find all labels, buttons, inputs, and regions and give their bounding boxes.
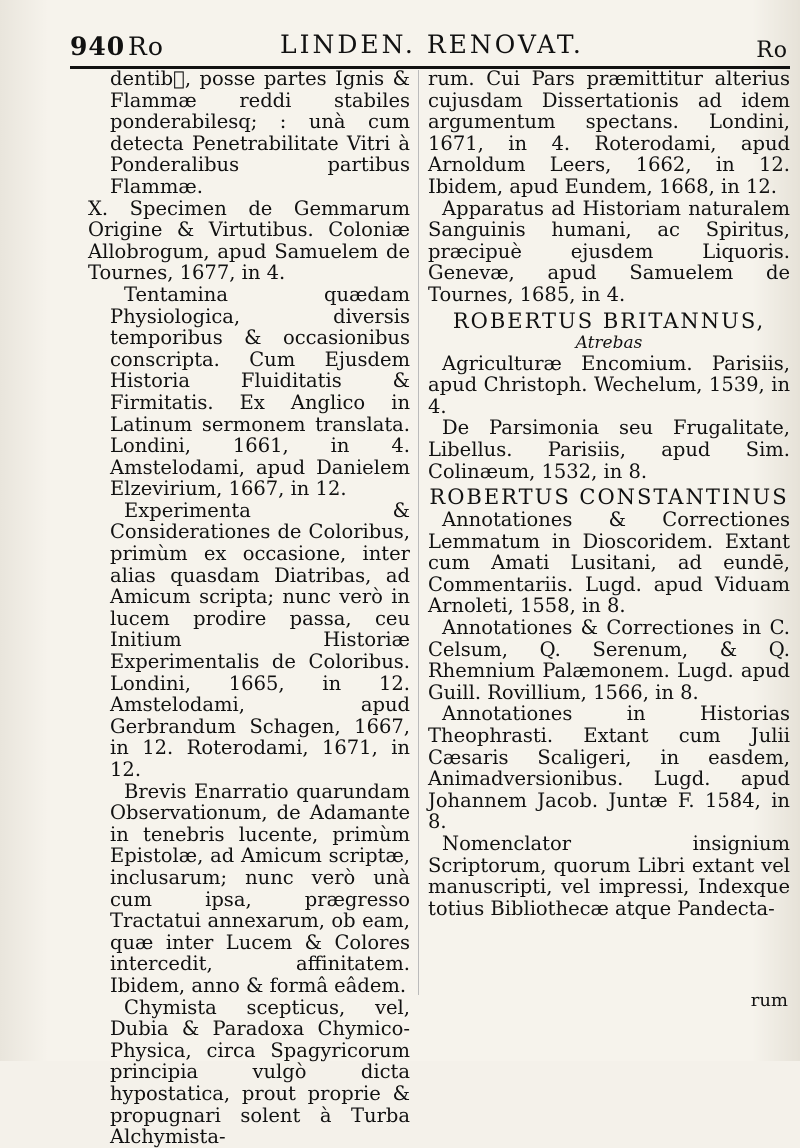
right-bibliography-entry: Apparatus ad Historiam naturalem Sanguinis humani, ac Spiritus, præcipuè ejusdem Liquoris. Genevæ, apud Samuelem de Tournes, 1685, in 4. [428,196,790,306]
right-bibliography-entry: Annotationes & Correctiones Lemmatum in Dioscoridem. Extant cum Amati Lusitani, ad eundē, Commentariis. Lugd. apud Viduam Arnoleti, 1558, in 8. [428,508,790,618]
right-author-origin: Atrebas [575,332,643,353]
right-column [428,68,790,919]
page-number: 940 [70,32,126,61]
column-divider [418,70,419,995]
left-continued-entry: dentib᷒, posse partes Ignis & Flammæ reddi stabiles ponderabilesq; : unà cum detecta Penetrabilitate Vitri à Ponderalibus partibus Flammæ. [110,67,410,198]
right-bibliography-entry: Nomenclator insignium Scriptorum, quorum Libri extant vel manuscripti, vel impressi, Indexque totius Bibliothecæ atque Pandecta- [428,832,790,920]
right-bibliography-entry: De Parsimonia seu Frugalitate, Libellus. Parisiis, apud Sim. Colinæum, 1532, in 8. [428,416,790,483]
left-column [88,67,410,1148]
left-headword: Ro [128,32,164,61]
left-bibliography-entry: Experimenta & Considerationes de Coloribus, primùm ex occasione, inter alias quasdam Diatribas, ad Amicum scripta; nunc verò in lucem prodire passa, ceu Initium Historiæ Experimentalis de Coloribus. Londini, 1665, in 12. Amstelodami, apud Gerbrandum Schagen, 1667, in 12. Roterodami, 1671, in 12. [110,498,410,781]
right-headword: Ro [756,38,788,63]
right-continued-entry: rum. Cui Pars præmittitur alterius cujusdam Dissertationis ad idem argumentum spectans. Londini, 1671, in 4. Roterodami, apud Arnoldum Leers, 1662, in 12. Ibidem, apud Eundem, 1668, in 12. [428,67,790,198]
left-bibliography-entry: Brevis Enarratio quarundam Observationum, de Adamante in tenebris lucente, primùm Epistolæ, ad Amicum scriptæ, inclusarum; nunc verò unà cum ipsa, prægresso Tractatui annexarum, ob eam, quæ inter Lucem & Colores intercedit, affinitatem. Ibidem, anno & formâ eâdem. [110,779,410,997]
running-title: LINDEN. RENOVAT. [280,30,584,59]
right-bibliography-entry: Annotationes in Historias Theophrasti. Extant cum Julii Cæsaris Scaligeri, in easdem, Animadversionibus. Lugd. apud Johannem Jacob. Juntæ F. 1584, in 8. [428,702,790,834]
right-author-heading: ROBERTUS CONSTANTINUS [429,485,789,510]
left-bibliography-entry: Tentamina quædam Physiologica, diversis temporibus & occasionibus conscripta. Cum Ejusdem Historia Fluiditatis & Firmitatis. Ex Anglico in Latinum sermonem translata. Londini, 1661, in 4. Amstelodami, apud Danielem Elzevirium, 1667, in 12. [110,282,410,501]
left-bibliography-entry: Chymista scepticus, vel, Dubia & Paradoxa Chymico-Physica, circa Spagyricorum principia vulgò dicta hypostatica, prout proprie & propugnari solent à Turba Alchymista- [110,995,410,1148]
right-bibliography-entry: Annotationes & Correctiones in C. Celsum, Q. Serenum, & Q. Rhemnium Palæmonem. Lugd. apud Guill. Rovillium, 1566, in 8. [428,616,790,704]
right-bibliography-entry: Agriculturæ Encomium. Parisiis, apud Christoph. Wechelum, 1539, in 4. [428,351,790,418]
catchword: rum [750,990,788,1011]
running-header [62,28,792,68]
left-bibliography-entry: X. Specimen de Gemmarum Origine & Virtutibus. Coloniæ Allobrogum, apud Samuelem de Tournes, 1677, in 4. [88,196,410,285]
right-author-heading: ROBERTUS BRITANNUS, [452,308,766,333]
